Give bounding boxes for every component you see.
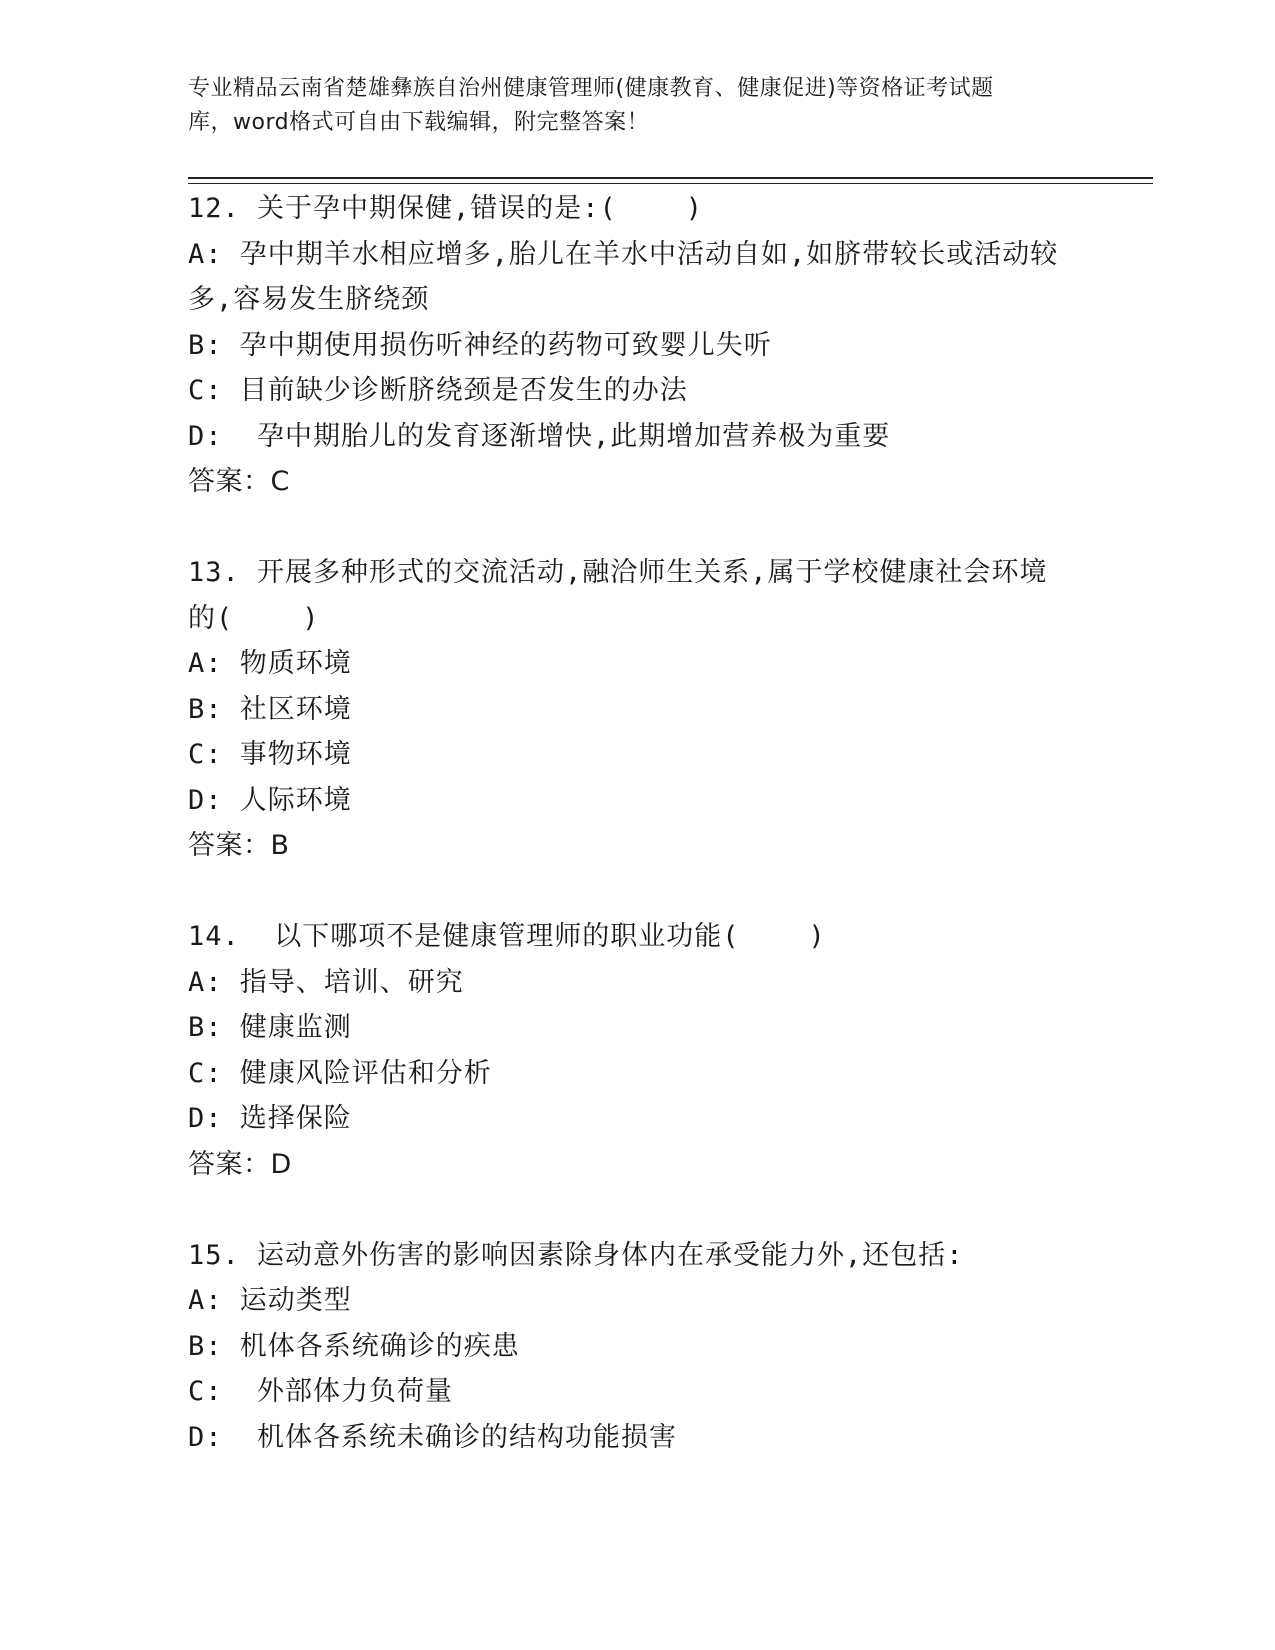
question-block: [188, 186, 1118, 505]
option-line: B: 孕中期使用损伤听神经的药物可致婴儿失听: [188, 329, 772, 361]
question-block: [188, 550, 1118, 869]
question-list: [188, 186, 1118, 1460]
question-block: [188, 914, 1118, 1187]
option-line: 多,容易发生脐绕颈: [188, 284, 430, 315]
question-stem: 13. 开展多种形式的交流活动,融洽师生关系,属于学校健康社会环境: [188, 557, 1048, 588]
option-line: C: 目前缺少诊断脐绕颈是否发生的办法: [188, 375, 688, 406]
option-line: A: 运动类型: [188, 1285, 352, 1316]
document-header: [188, 72, 1088, 140]
option-line: D: 孕中期胎儿的发育逐渐增快,此期增加营养极为重要: [188, 420, 891, 452]
question-spacer: [188, 505, 1118, 551]
option-line: A: 物质环境: [188, 648, 352, 679]
question-spacer: [188, 1187, 1118, 1233]
option-line: D: 选择保险: [188, 1103, 352, 1134]
option-line: C: 健康风险评估和分析: [188, 1057, 492, 1089]
question-block: [188, 1233, 1118, 1461]
question-stem: 12. 关于孕中期保健,错误的是:( ): [188, 193, 704, 224]
header-line-2: 库，word格式可自由下载编辑，附完整答案！: [188, 110, 650, 135]
answer-line: 答案：B: [188, 830, 290, 861]
option-line: D: 机体各系统未确诊的结构功能损害: [188, 1421, 678, 1453]
header-rule-thin: [188, 183, 1153, 184]
question-stem: 15. 运动意外伤害的影响因素除身体内在承受能力外,还包括:: [188, 1239, 964, 1271]
option-line: B: 健康监测: [188, 1012, 352, 1043]
option-line: C: 事物环境: [188, 739, 352, 770]
question-spacer: [188, 869, 1118, 915]
option-line: B: 机体各系统确诊的疾患: [188, 1330, 520, 1362]
header-rule-thick: [188, 177, 1153, 179]
option-line: C: 外部体力负荷量: [188, 1376, 454, 1407]
question-stem: 14. 以下哪项不是健康管理师的职业功能( ): [188, 921, 826, 952]
question-stem: 的( ): [188, 602, 320, 634]
option-line: B: 社区环境: [188, 693, 352, 725]
option-line: A: 孕中期羊水相应增多,胎儿在羊水中活动自如,如脐带较长或活动较: [188, 238, 1059, 270]
option-line: D: 人际环境: [188, 784, 352, 816]
answer-line: 答案：C: [188, 466, 290, 497]
header-line-1: 专业精品云南省楚雄彝族自治州健康管理师(健康教育、健康促进)等资格证考试题: [188, 76, 994, 101]
option-line: A: 指导、培训、研究: [188, 966, 464, 998]
answer-line: 答案：D: [188, 1148, 292, 1180]
